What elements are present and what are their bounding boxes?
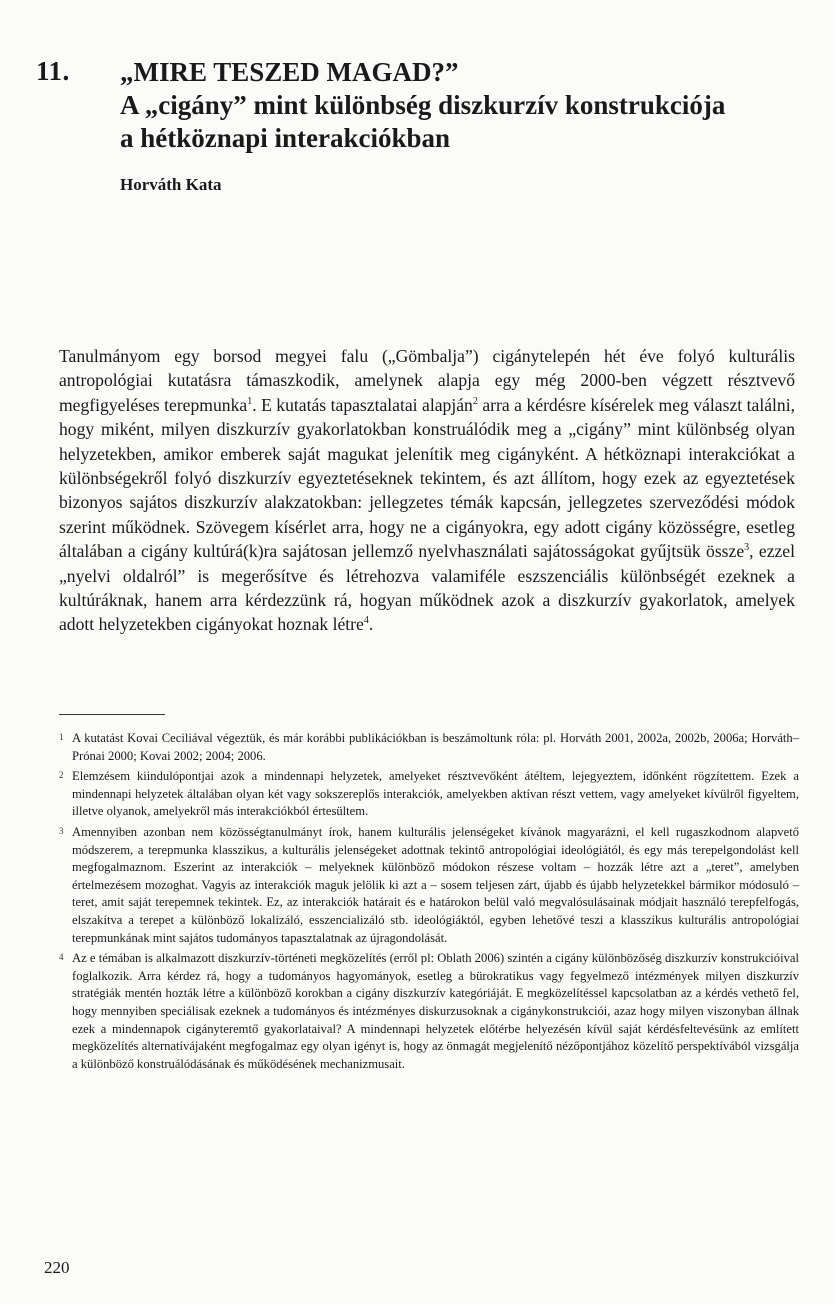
- body-text-part: arra a kérdésre kísérelek meg választ találni, hogy miként, milyen diszkurzív gyakorlatokban konstruálódik meg a „cigány” mint különbség olyan helyzetekben, amikor emberek saját magukat jelenítik meg cigányként. A hétköznapi interakciókat a különbségekről folyó diszkurzív egyeztetéseknek tekintem, és azt állítom, hogy ezek az egyeztetések bizonyos sajátos diszkurzív alakzatokban: jellegzetes témák kapcsán, jellegzetes szerveződési módok szerint működnek. Szövegem kísérlet arra, hogy ne a cigányokra, egy adott cigány közösségre, esetleg általában a cigány kultúrá(k)ra sajátosan jellemző nyelvhasználati sajátosságokat gyűjtsük össze: [59, 394, 796, 562]
- footnote-ref-4: 4: [363, 615, 369, 627]
- footnote-separator: [59, 714, 165, 715]
- footnote-text: A kutatást Kovai Ceciliával végeztük, és már korábbi publikációkban is beszámoltunk róla: pl. Horváth 2001, 2002a, 2002b, 2006a; Horváth–Prónai 2000; Kovai 2002; 2004; 2006.: [72, 731, 799, 763]
- footnote-mark: 3: [59, 825, 64, 836]
- author-name: Horváth Kata: [120, 175, 222, 194]
- body-text-part: Tanulmányom egy borsod megyei falu („Gömbalja”) cigánytelepén hét éve folyó kulturális antropológiai kutatásra támaszkodik, amelynek alapja egy még 2000-ben végzett résztvevő megfigyeléses terepmunka: [59, 346, 795, 415]
- footnote-text: Amennyiben azonban nem közösségtanulmányt írok, hanem kulturális jelenségeket kívánok magyarázni, el kell rugaszkodnom alapvető módszerem, a terepmunka klasszikus, a kulturális jelenségeket adottnak tekintő antropológiai ideológiától, és egy más terepelgondolást kell megfogalmaznom. Eszerint az interakciók – melyeknek különböző módokon részese voltam – hozzák létre azt a „teret”, amelyben értelmezésem mozoghat. Vagyis az interakciók maguk jelölik ki azt a – sosem teljesen zárt, újabb és újabb helyzetekkel bármikor módosuló – teret, amit saját terepemnek tekintek. Ez, az interakciók határait és e határokon belül való megvalósulásainak módjait használó terepfelfogás, elszakítva a terepet a különböző lokalizáló, esszencializáló stb. ideológiáktól, egyben lehetővé teszi a klasszikus kulturális antropológiai terepmunkának mint sajátos tudományos tapasztalatnak az újragondolását.: [72, 824, 799, 945]
- footnote-text: Elemzésem kiindulópontjai azok a mindennapi helyzetek, amelyeket résztvevőként átéltem, lejegyeztem, időnként rögzítettem. Ezek a mindennapi helyzetek általában olyan két vagy sokszereplős interakciók, amelyekben aktívan részt vettem, vagy amelyeket kívülről figyeltem, illetve olyanok, amelyekről más interakciókból értesültem.: [72, 769, 799, 819]
- title-line-1: „MIRE TESZED MAGAD?”: [120, 57, 459, 87]
- footnote-mark: 4: [59, 952, 64, 963]
- footnote-mark: 2: [59, 770, 64, 781]
- footnote: [59, 824, 799, 947]
- footnote-ref-3: 3: [744, 542, 750, 554]
- footnote-ref-2: 2: [472, 395, 478, 407]
- footnote-ref-1: 1: [247, 395, 253, 407]
- footnotes: [59, 730, 799, 1073]
- footnote: [59, 730, 799, 765]
- title-line-2: A „cigány” mint különbség diszkurzív konstrukciója: [120, 90, 726, 120]
- chapter-number: 11.: [36, 56, 70, 86]
- body-text-part: . E kutatás tapasztalatai alapján: [252, 394, 473, 415]
- body-text-part: .: [368, 614, 374, 635]
- body-text-part: , ezzel „nyelvi oldalról” is megerősítve és létrehozva valamiféle eszszenciális különbségét ezeknek a kultúráknak, hanem arra kérdezzünk rá, hogyan működnek azok a diszkurzív gyakorlatok, amelyek adott helyzetekben cigányokat hoznak létre: [59, 541, 796, 635]
- page-number: 220: [44, 1258, 70, 1277]
- body-paragraph: [59, 344, 795, 637]
- footnote: [59, 950, 799, 1073]
- footnote: [59, 768, 799, 821]
- footnote-mark: 1: [59, 732, 64, 742]
- footnote-text: Az e témában is alkalmazott diszkurzív-történeti megközelítés (erről pl: Oblath 2006) szintén a cigány különbözőség diszkurzív konstrukcióival foglalkozik. Arra kérdez rá, hogy a tudományos hagyományok, esetleg a bürokratikus vagy fegyelmező intézmények milyen diszkurzív stratégiák mentén hozták létre a különböző korokban a cigány diszkurzív kategóriáját. E megközelítéssel kapcsolatban az a kérdés vethető fel, hogy mennyiben speciálisak ezeknek a tudományos és intézményes diskurzusoknak a cigánykonstrukciói, azaz hogy milyen viszonyban állnak ezek a mindennapok cigányteremtő gyakorlataival? A mindennapi helyzetek előtérbe helyezésén kívül saját kérdésfeltevésünk az említett megközelítés alternatívájaként megfogalmaz egy olyan igényt is, hogy az önmagát megjelenítő nézőpontjához közelítő perspektívából vizsgálja a különböző konstruálódásának és működésének mechanizmusait.: [72, 951, 799, 1071]
- title-line-3: a hétköznapi interakciókban: [120, 123, 451, 153]
- chapter-title: [120, 56, 820, 155]
